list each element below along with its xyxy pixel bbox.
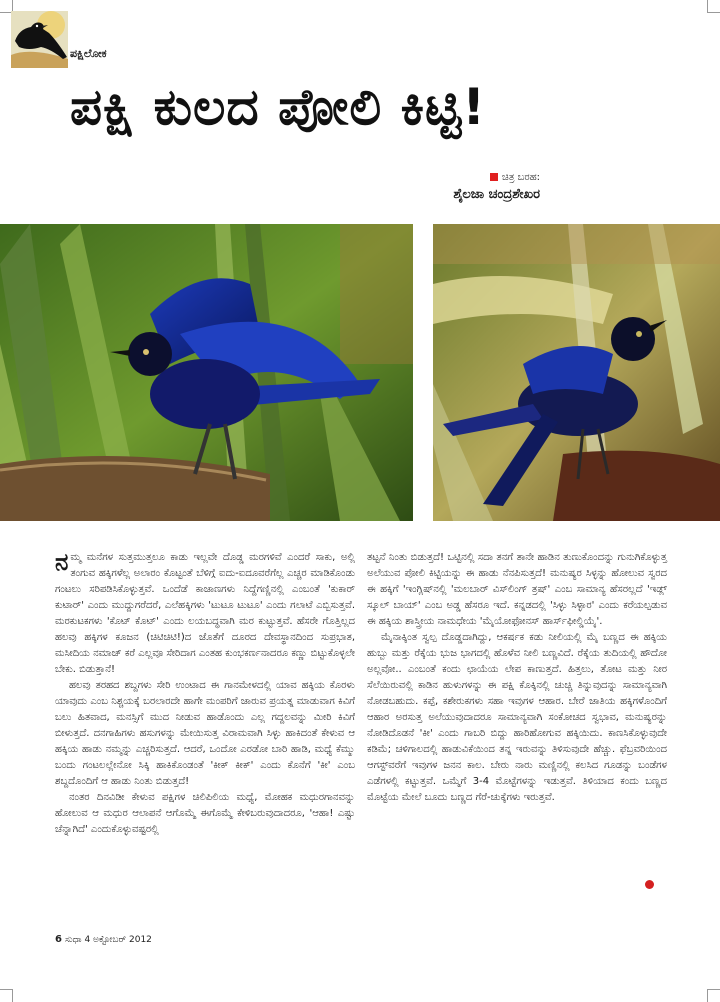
article-paragraph: ನಂತರ ದಿನವಿಡೀ ಕೇಳುವ ಪಕ್ಷಿಗಳ ಚಿಲಿಪಿಲಿಯ ಮಧ್ಯೆ, ಮೋಹಕ ಮಧುರಗಾನವನ್ನು ಹೋಲುವ ಆ ಮಧುರ ಆಲಾಪನೆ ಆಗೊಮ್ಮೆ ಈಗೊಮ್ಮೆ ಕೇಳಿಬರುವುದಾದರೂ, 'ಆಹಾ! ಎಷ್ಟು ಚೆನ್ನಾಗಿದೆ' ಎಂದುಕೊಳ್ಳುವಷ್ಟರಲ್ಲಿ [55,792,355,835]
article-paragraph: ನಮ್ಮ ಮನೆಗಳ ಸುತ್ತಮುತ್ತಲೂ ಕಾಡು ಇಲ್ಲವೇ ದೊಡ್ಡ ಮರಗಳಿವೆ ಎಂದರೆ ಸಾಕು, ಅಲ್ಲಿ ತಂಗುವ ಹಕ್ಕಿಗಳೆಲ್ಲ ಅಲಾರಂ ಕೊಟ್ಟಂತೆ ಬೆಳಿಗ್ಗೆ ಐದು-ಐದೂವರೆಗೆಲ್ಲ ಎಚ್ಚರ ಮಾಡಿಕೊಂಡು ಗಂಟಲು ಸರಿಪಡಿಸಿಕೊಳ್ಳುತ್ತವೆ. ಒಂದೆಡೆ ಕಾಜಾಣಗಳು ನಿದ್ದೆಗಣ್ಣಿನಲ್ಲಿ ಎಂಬಂತೆ 'ಕುಕಾರ್ ಕುಟಾರ್' ಎಂದು ಮುದ್ದುಗರೆದರೆ, ಎಲೆಹಕ್ಕಿಗಳು 'ಟುಟೂ ಟುಟೂ' ಎಂದು ಗಲಾಟೆ ಎಬ್ಬಿಸುತ್ತವೆ. ಮರಕುಟಕಗಳು 'ಕೊಟ್ ಕೊಟ್' ಎಂದು ಲಯಬದ್ಧವಾಗಿ ಮರ ಕುಟ್ಟುತ್ತವೆ. ಹೆಸರೇ ಗೊತ್ತಿಲ್ಲದ ಹಲವು ಹಕ್ಕಿಗಳ ಕೂಜನ (ಚಿಟಿಚಿಟಿ!)ದ ಜೊತೆಗೆ ದೂರದ ದೇವಸ್ಥಾನದಿಂದ ಸುಪ್ರಭಾತ, ಮಸೀದಿಯ ನಮಾಜ್ ಕರೆ ಎಲ್ಲವೂ ಸೇರಿದಾಗ ಎಂತಹ ಕುಂಭಕರ್ಣನಾದರೂ ಕಣ್ಣು ಬಿಟ್ಟುಕೊಳ್ಳಲೇ ಬೇಕು. ಬಿಡುತ್ತಾನೆ! [55,548,355,675]
article-title: ಪಕ್ಷಿ ಕುಲದ ಪೋಲಿ ಕಿಟ್ಟಿ! [70,78,487,136]
credit-label: ಚಿತ್ರ ಬರಹ: [453,172,540,183]
section-logo-bird-icon [11,11,68,68]
article-column-1 [55,550,355,838]
footer-text: ಸುಧಾ 4 ಅಕ್ಟೋಬರ್ 2012 [64,935,152,945]
article-paragraph: ಹಲವು ತರಹದ ಶಬ್ದಗಳು ಸೇರಿ ಉಂಟಾದ ಈ ಗಾನಮೇಳದಲ್ಲಿ ಯಾವ ಹಕ್ಕಿಯ ಕೊರಳು ಯಾವುದು ಎಂಬ ನಿಶ್ಚಯಕ್ಕೆ ಬರಲಾರದೇ ಹಾಗೇ ಮಂಪರಿಗೆ ಜಾರುವ ಪ್ರಯತ್ನ ಮಾಡುವಾಗ ಕಿವಿಗೆ ಬಲು ಹಿತವಾದ, ಮನಸ್ಸಿಗೆ ಮುದ ನೀಡುವ ಹಾಡೊಂದು ಎಲ್ಲ ಗದ್ದಲವನ್ನು ಮೀರಿ ಕಿವಿಗೆ ಬೀಳುತ್ತದೆ. ದನಗಾಹಿಗಳು ಹಸುಗಳನ್ನು ಮೇಯಿಸುತ್ತ ವಿರಾಮವಾಗಿ ಸಿಳ್ಳು ಹಾಕಿದಂತೆ ಕೇಳುವ ಆ ಹಕ್ಕಿಯ ಹಾಡು ನಮ್ಮನ್ನು ಎಚ್ಚರಿಸುತ್ತದೆ. ಆದರೆ, ಒಂದೋ ಎರಡೋ ಬಾರಿ ಹಾಡಿ, ಮಧ್ಯೆ ಕೆಮ್ಮು ಬಂದು ಗಂಟಲಲ್ಲೇನೋ ಸಿಕ್ಕಿ ಹಾಕಿಕೊಂಡಂತೆ 'ಕೀಕ್ ಕೀಕ್' ಎಂದು ಕೊನೆಗೆ 'ಕೀ' ಎಂಬ ಶಬ್ದದೊಂದಿಗೆ ಆ ಹಾಡು ನಿಂತು ಬಿಡುತ್ತದೆ! [55,680,355,787]
article-column-2 [367,550,667,806]
article-paragraph: ಮೈನಾಕ್ಕಿಂತ ಸ್ವಲ್ಪ ದೊಡ್ಡದಾಗಿದ್ದು, ಆಕರ್ಷಕ ಕಡು ನೀಲಿಯಲ್ಲಿ ಮೈ ಬಣ್ಣದ ಈ ಹಕ್ಕಿಯ ಹುಬ್ಬು ಮತ್ತು ರೆಕ್ಕೆಯ ಭುಜ ಭಾಗದಲ್ಲಿ ಹೊಳೆವ ನೀಲಿ ಬಣ್ಣವಿದೆ. ರೆಕ್ಕೆಯ ತುದಿಯಲ್ಲಿ ಹೌದೋ ಅಲ್ಲವೋ.. ಎಂಬಂತೆ ಕಂದು ಛಾಯೆಯ ಲೇಪ ಕಾಣುತ್ತದೆ. ಹಿತ್ತಲು, ತೋಟ ಮತ್ತು ನೀರ ಸೆಲೆಯಿರುವಲ್ಲಿ ಕಾಡಿನ ಹುಳುಗಳನ್ನು ಈ ಪಕ್ಷಿ ಕೊಕ್ಕಿನಲ್ಲಿ ಚುಚ್ಚಿ ತಿನ್ನುವುದನ್ನು ಸಾಮಾನ್ಯವಾಗಿ ನೋಡಬಹುದು. ಕಪ್ಪೆ, ಕಶೇರುಕಗಳು ಸಹಾ ಇವುಗಳ ಆಹಾರ. ಬೇರೆ ಜಾತಿಯ ಹಕ್ಕಿಗಳೊಂದಿಗೆ ಆಹಾರ ಅರಸುತ್ತ ಅಲೆಯುವುದಾದರೂ ಸಾಮಾನ್ಯವಾಗಿ ಸಂಕೋಚದ ಸ್ವಭಾವ, ಮನುಷ್ಯರನ್ನು ನೋಡಿದೊಡನೆ 'ಕೀ' ಎಂದು ಗಾಬರಿ ಬಿದ್ದು ಹಾರಿಹೋಗುವ ಹಕ್ಕಿಯಿದು. ಕಾಣಸಿಕೊಳ್ಳುವುದೇ ಕಡಿಮೆ; ಚಳಿಗಾಲದಲ್ಲಿ ಹಾಡುವಿಕೆಯಿಂದ ತನ್ನ ಇರುವನ್ನು ತಿಳಿಸುವುದೇ ಹೆಚ್ಚು. ಫೆಬ್ರವರಿಯಿಂದ ಆಗಸ್ಟ್‌ವರೆಗೆ ಇವುಗಳ ಜನನ ಕಾಲ. ಬೇರು ನಾರು ಮಣ್ಣಿನಲ್ಲಿ ಕಲಸಿದ ಗೂಡನ್ನು ಬಂಡೆಗಳ ಎಡೆಗಳಲ್ಲಿ ಕಟ್ಟುತ್ತವೆ. ಒಮ್ಮೆಗೆ 3-4 ಮೊಟ್ಟೆಗಳನ್ನು ಇಡುತ್ತವೆ. ತಿಳಿಯಾದ ಕಂದು ಬಣ್ಣದ ಮೊಟ್ಟೆಯ ಮೇಲೆ ಬೂದು ಬಣ್ಣದ ಗೆರೆ-ಚುಕ್ಕೆಗಳು ಇರುತ್ತವೆ. [367,632,667,803]
crop-mark [0,989,13,1002]
photo-credit [453,172,540,202]
section-label: ಪಕ್ಷಿಲೋಕ [70,47,107,60]
crop-mark [707,989,720,1002]
page-footer [55,934,152,945]
drop-cap: ನ [55,548,69,576]
bird-photo-left [0,224,413,521]
credit-name: ಶೈಲಜಾ ಚಂದ್ರಶೇಖರ [453,187,540,202]
page-number: 6 [55,934,62,945]
crop-mark [707,0,720,13]
bird-photo-right [433,224,720,521]
article-end-mark [645,880,654,889]
article-paragraph: ತಟ್ಟನೆ ನಿಂತು ಬಿಡುತ್ತದೆ! ಒಟ್ಟಿನಲ್ಲಿ ಸದಾ ತನಗೆ ತಾನೇ ಹಾಡಿನ ತುಣುಕೊಂದನ್ನು ಗುನುಗಿಕೊಳ್ಳುತ್ತ ಅಲೆಯುವ ಪೋಲಿ ಕಿಟ್ಟಿಯನ್ನು ಈ ಹಾಡು ನೆನಪಿಸುತ್ತದೆ! ಮನುಷ್ಯರ ಸಿಳ್ಳನ್ನು ಹೋಲುವ ಸ್ವರದ ಈ ಹಕ್ಕಿಗೆ 'ಇಂಗ್ಲಿಷ್‌ನಲ್ಲಿ 'ಮಲಬಾರ್ ವಿಸ್‌ಲಿಂಗ್ ತ್ರಷ್' ಎಂಬ ಸಾಮಾನ್ಯ ಹೆಸರಲ್ಲದೆ 'ಇಡ್ಲ್ ಸ್ಕೂಲ್ ಬಾಯ್' ಎಂಬ ಅಡ್ಡ ಹೆಸರೂ ಇದೆ. ಕನ್ನಡದಲ್ಲಿ 'ಸಿಳ್ಳು ಸಿಳ್ಳಾರ' ಎಂದು ಕರೆಯಲ್ಪಡುವ ಈ ಹಕ್ಕಿಯ ಶಾಸ್ತ್ರೀಯ ನಾಮಧೇಯ 'ಮೈಯೋಫೋನಸ್ ಹಾರ್ಸ್‌ಫೀಲ್ಡಿಯೈ'. [367,552,667,627]
